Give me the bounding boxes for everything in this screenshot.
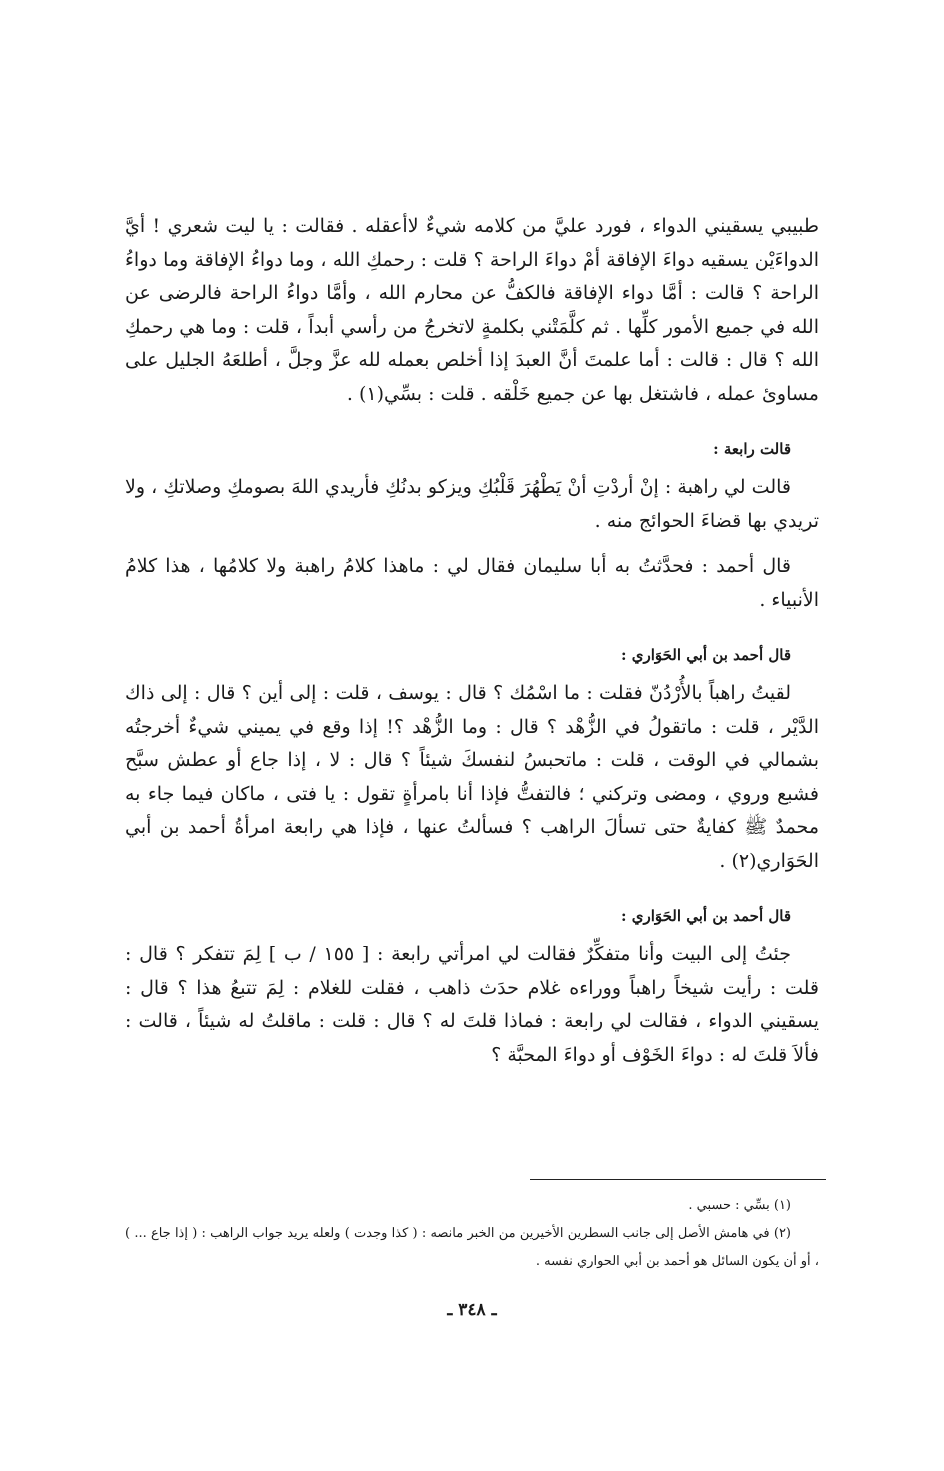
- footnote-divider: [530, 1179, 826, 1180]
- paragraph-4: لقيتُ راهباً بالأُرْدُنّ فقلت : ما اسْمُك ؟ قال : يوسف ، قلت : إلى أين ؟ قال : إلى ذاك الدَّيْر ، قلت : ماتقولُ في الزُّهْد ؟ قال : وما الزُّهْد ؟! إذا وقع في يميني شيءٌ أخرجتُه بشمالي في الوقت ، قلت : ماتحبسُ لنفسكَ شيئاً ؟ قال : لا ، إذا جاع أو عطش سبَّح فشبع وروي ، ومضى وتركني ؛ فالتفتُّ فإذا أنا بامرأةٍ تقول : يا فتى ، ماكان فيما جاء به محمدٌ ﷺ كفايةٌ حتى تسألَ الراهب ؟ فسألتُ عنها ، فإذا هي رابعة امرأةُ أحمد بن أبي الحَوَاري(٢) .: [125, 682, 819, 872]
- spacer: [125, 538, 819, 550]
- paragraph-2: قالت لي راهبة : إنْ أردْتِ أنْ يَطْهُرَ قَلْبُكِ ويزكو بدنُكِ فأريدي اللهَ بصومكِ وصلاتكِ ، ولا تريدي بها قضاءَ الحوائج منه .: [125, 476, 819, 532]
- spacer: [125, 411, 819, 423]
- heading-ahmad-said-1: قال أحمد بن أبي الحَوَاري :: [620, 646, 791, 664]
- page-number: ـ ٣٤٨ ـ: [447, 1300, 497, 1320]
- footnote-2: (٢) في هامش الأصل إلى جانب السطرين الأخيرين من الخبر مانصه : ( كذا وجدت ) ولعله يريد جواب الراهب : ( إذا جاع ... ) ، أو أن يكون السائل هو أحمد بن أبي الحواري نفسه .: [125, 1226, 819, 1269]
- footnotes: [125, 1192, 819, 1276]
- paragraph-1: طبيبي يسقيني الدواء ، فورد عليَّ من كلامه شيءٌ لاأعقله . فقالت : يا ليت شعري ! أيَّ الدواءَيْن يسقيه دواءَ الإفاقة أمْ دواءَ الراحة ؟ قلت : رحمكِ الله ، وما دواءُ الإفاقة وما دواءُ الراحة ؟ قالت : أمَّا دواء الإفاقة فالكفُّ عن محارم الله ، وأمَّا دواءُ الراحة فالرضى عن الله في جميع الأمور كلِّها . ثم كلَّمَتْني بكلمةٍ لاتخرجُ من رأسي أبداً ، قلت : وما هي رحمكِ الله ؟ قال : قالت : أما علمتَ أنَّ العبدَ إذا أخلص بعمله لله عزَّ وجلَّ ، أطلعَهُ الجليل على مساوئ عمله ، فاشتغل بها عن جميع خَلْقه . قلت : بسِّي(١) .: [125, 215, 819, 405]
- spacer: [125, 617, 819, 629]
- paragraph-5: جئتُ إلى البيت وأنا متفكِّرٌ فقالت لي امرأتي رابعة : [ ١٥٥ / ب ] لِمَ تتفكر ؟ قال : قلت : رأيت شيخاً راهباً ووراءه غلام حدَث ذاهب ، فقلت للغلام : لِمَ تتبعُ هذا ؟ قال : يسقيني الدواء ، فقالت لي رابعة : فماذا قلتَ له ؟ قال : قلت : ماقلتُ له شيئاً ، قالت : فألاَ قلتَ له : دواءَ الخَوْف أو دواءَ المحبَّة ؟: [125, 943, 819, 1066]
- footnote-1: (١) بسِّي : حسبي .: [688, 1198, 791, 1213]
- spacer: [125, 878, 819, 890]
- paragraph-3: قال أحمد : فحدَّثتُ به أبا سليمان فقال لي : ماهذا كلامُ راهبة ولا كلامُها ، هذا كلامُ الأنبياء .: [125, 555, 819, 611]
- heading-ahmad-said-2: قال أحمد بن أبي الحَوَاري :: [620, 907, 791, 925]
- heading-rabia-said: قالت رابعة :: [713, 440, 791, 458]
- page-body: [125, 210, 819, 1072]
